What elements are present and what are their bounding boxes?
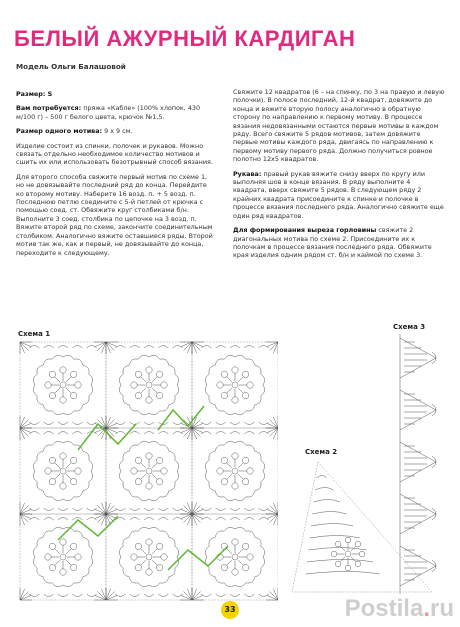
scheme2-label: Схема 2 [305,448,338,456]
sleeve-text: правый рукав вяжите снизу вверх по кругу или выполняя шов в конце вязания. В ряду выполните 4 квадрата, вверх свяжите 5 рядов. В следующем ряду 2 крайних квадрата присоедините к спинке и полочке в процессе вязания последнего ряда. Аналогично свяжите еще один ряд квадратов. [233,169,444,220]
scheme2-diagram [288,458,438,598]
motif-size-text: 9 х 9 см. [104,127,133,136]
author-line: Модель Ольги Балашовой [16,62,126,71]
watermark-text-b: ru [430,595,454,622]
page-number-badge: 33 [221,601,239,619]
sleeve-label: Рукава: [233,169,262,178]
size-label: Размер: S [16,90,53,98]
sleeve-paragraph [233,170,445,220]
neckline-text: свяжите 2 диагональных мотива по схеме 2. Присоедините их к полочкам в процессе вязания последнего ряда. Обвяжите края изделия одним рядом ст. б/н и каймой по схеме 3. [233,226,432,260]
scheme1-label: Схема 1 [18,330,51,338]
neckline-paragraph [233,226,445,260]
watermark-text-a: Postila [344,595,424,622]
watermark [345,595,454,623]
scheme3-label: Схема 3 [393,323,426,331]
materials-label: Вам потребуется: [16,104,82,113]
left-text-column [16,90,214,263]
right-text-column [233,88,445,266]
materials-paragraph [16,104,214,121]
motif-size-label: Размер одного мотива: [16,127,103,136]
assembly-paragraph: Свяжите 12 квадратов (6 – на спинку, по 3 на правую и левую полочки). В полосе последний, 12-й квадрат, довяжите до конца и вяжите вторую полосу аналогично в обратную сторону по направлению к первому мотиву. В процессе вязания недовязанными остаются первые мотивы в каждом ряду. Всего свяжите 5 рядов мотивов, затем довяжите первые мотивы каждого ряда, двигаясь по направлению к первому мотиву первого ряда. Должно получиться ровное полотно 12х5 квадратов. [233,88,445,164]
intro-paragraph: Изделие состоит из спинки, полочек и рукавов. Можно связать отдельно необходимое количество мотивов и сшить их или использовать безотрывный способ вязания. [16,141,213,167]
size-line [16,90,214,98]
materials-text: пряжа «Каблe» (100% хлопок, 430 м/100 г) – 500 г белого цвета, крючок №1,5. [16,104,201,121]
page-title: БЕЛЫЙ АЖУРНЫЙ КАРДИГАН [14,26,356,51]
watermark-dot: . [423,595,430,622]
scheme1-diagram [18,340,278,602]
neckline-label: Для формирования выреза горловины [233,226,377,235]
motif-size-paragraph [16,127,214,135]
method-paragraph: Для второго способа свяжите первый мотив по схеме 1, но не довязывайте последний ряд до конца. Перейдите ко второму мотиву. Наберите 16 возд. п. + 5 возд. п. Последнюю петлю соедините с 5-й петлей от крючка с помощью соед. ст. Обвяжите круг столбиками б/н. Выполните 3 соед. столбика по цепочке на 3 возд. п. Вяжите второй ряд по схеме, закончите соединительным столбиком. Аналогично вяжите оставшиеся ряды. Второй мотив так же, как и первый, не довязывайте до конца, переходите к следующему. [16,172,213,257]
